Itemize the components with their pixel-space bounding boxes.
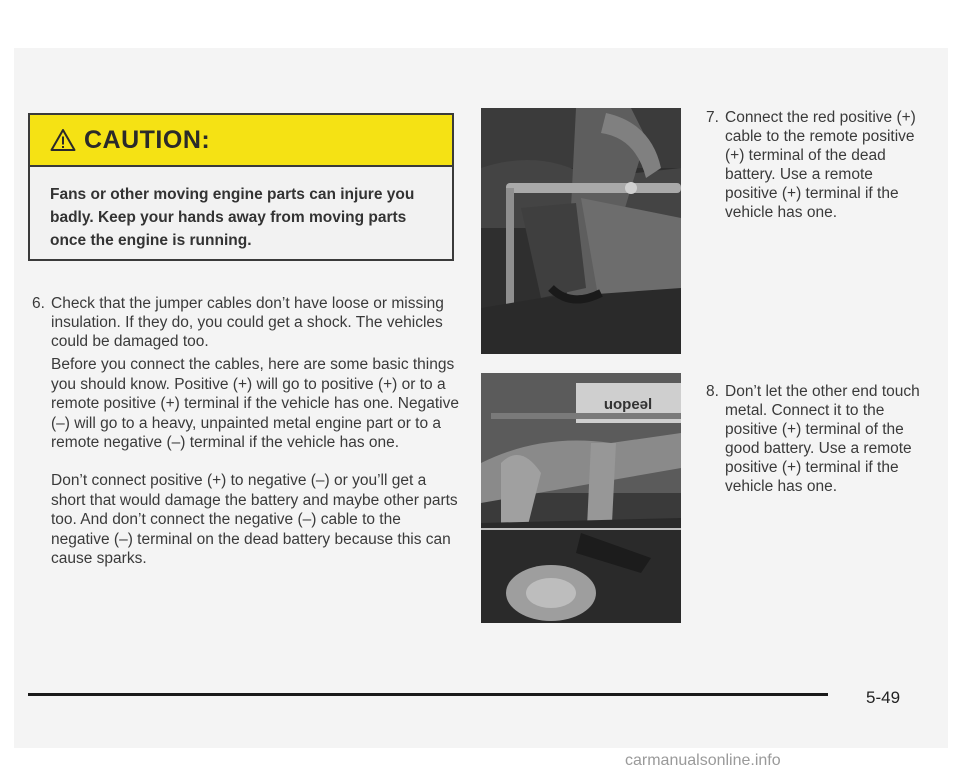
- step-6: [32, 294, 457, 351]
- caution-header: [30, 115, 452, 167]
- step-text: Don’t let the other end touch metal. Connect it to the positive (+) terminal of the good battery. Use a remote positive (+) terminal if the vehicle has one.: [725, 383, 920, 495]
- warning-triangle-icon: [50, 128, 76, 152]
- engine-photo: [481, 108, 681, 354]
- step-number: 8.: [706, 383, 719, 400]
- step-6-paragraph-1: Before you connect the cables, here are some basic things you should know. Positive (+) will go to positive (+) or to a remote positive (+) terminal if the vehicle has one. Negative (–) will go to a heavy, unpainted metal engine part or to a remote negative (–) terminal if the vehicle has one.: [51, 356, 459, 451]
- step-7: [706, 108, 921, 222]
- engine-photo-illustration: [481, 108, 681, 354]
- page-number: 5-49: [866, 688, 901, 707]
- watermark: carmanualsonline.info: [625, 752, 781, 769]
- step-6-paragraph-2: Don’t connect positive (+) to negative (–) or you’ll get a short that would damage the battery and maybe other parts too. And don’t connect the negative (–) cable to the negative (–) terminal on the dead battery because this can cause sparks.: [51, 472, 458, 567]
- battery-photo: [481, 373, 681, 623]
- caution-box: [28, 113, 454, 261]
- caution-text: Fans or other moving engine parts can injure you badly. Keep your hands away from moving parts once the engine is running.: [50, 186, 415, 249]
- step-number: 6.: [32, 295, 45, 312]
- footer-rule: [28, 693, 828, 696]
- battery-label-text: uopeəl: [603, 396, 653, 413]
- step-text: Check that the jumper cables don’t have loose or missing insulation. If they do, you could get a shock. The vehicles could be damaged too.: [51, 295, 444, 350]
- step-8: [706, 382, 921, 496]
- battery-photo-illustration: [481, 373, 681, 623]
- step-text: Connect the red positive (+) cable to the remote positive (+) terminal of the dead battery. Use a remote positive (+) terminal if the vehicle has one.: [725, 109, 916, 221]
- caution-title: CAUTION:: [84, 125, 211, 154]
- step-number: 7.: [706, 109, 719, 126]
